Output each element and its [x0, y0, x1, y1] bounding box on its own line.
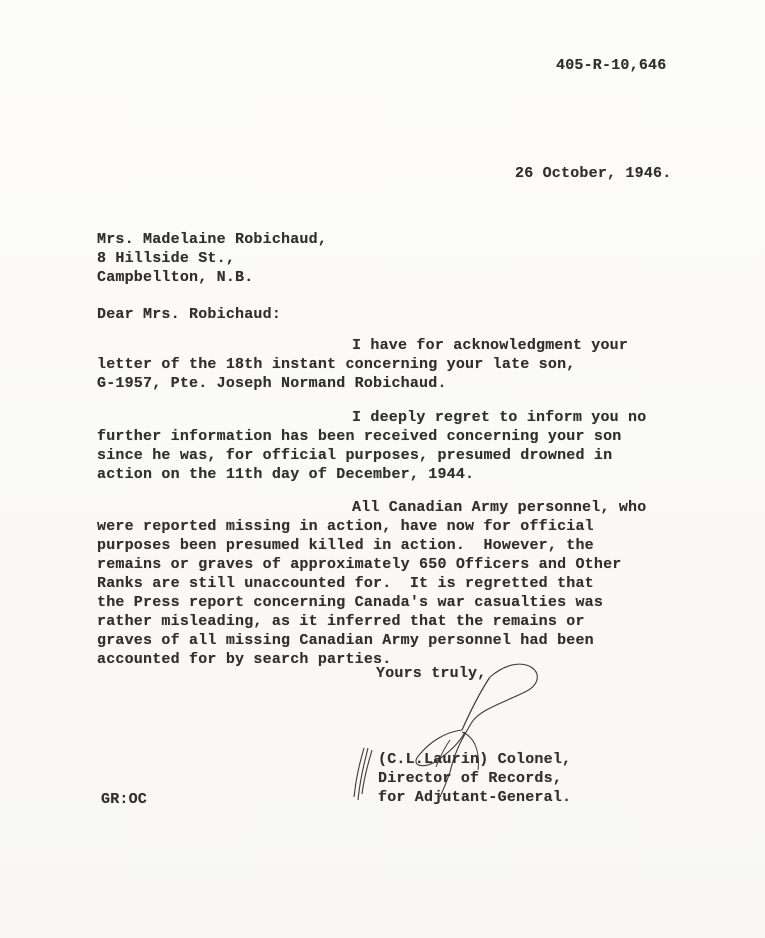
paragraph-line: were reported missing in action, have now for official: [97, 518, 594, 535]
paragraph-line: the Press report concerning Canada's war casualties was: [97, 594, 604, 611]
paragraph-line: Ranks are still unaccounted for. It is regretted that: [97, 575, 594, 592]
recipient-city: Campbellton, N.B.: [97, 269, 254, 286]
signatory-name-title: (C.L.Laurin) Colonel,: [378, 751, 572, 768]
paragraph-line: rather misleading, as it inferred that the remains or: [97, 613, 585, 630]
paragraph-line: I deeply regret to inform you no: [352, 409, 647, 426]
paragraph-line: letter of the 18th instant concerning your late son,: [97, 356, 576, 373]
letter-date: 26 October, 1946.: [515, 165, 672, 182]
reference-number: 405-R-10,646: [556, 57, 667, 74]
paragraph-line: since he was, for official purposes, presumed drowned in: [97, 447, 613, 464]
signatory-position: Director of Records,: [378, 770, 563, 787]
salutation: Dear Mrs. Robichaud:: [97, 306, 282, 323]
paragraph-line: purposes been presumed killed in action. However, the: [97, 537, 594, 554]
recipient-name: Mrs. Madelaine Robichaud,: [97, 231, 328, 248]
paragraph-line: action on the 11th day of December, 1944.: [97, 466, 475, 483]
signatory-on-behalf: for Adjutant-General.: [378, 789, 572, 806]
paragraph-line: I have for acknowledgment your: [352, 337, 629, 354]
paragraph-line: remains or graves of approximately 650 Officers and Other: [97, 556, 622, 573]
paragraph-line: G-1957, Pte. Joseph Normand Robichaud.: [97, 375, 447, 392]
recipient-street: 8 Hillside St.,: [97, 250, 236, 267]
closing: Yours truly,: [376, 665, 487, 682]
paragraph-line: All Canadian Army personnel, who: [352, 499, 647, 516]
paragraph-line: graves of all missing Canadian Army personnel had been: [97, 632, 594, 649]
paragraph-line: accounted for by search parties.: [97, 651, 392, 668]
paragraph-line: further information has been received concerning your son: [97, 428, 622, 445]
typist-initials: GR:OC: [101, 791, 148, 808]
